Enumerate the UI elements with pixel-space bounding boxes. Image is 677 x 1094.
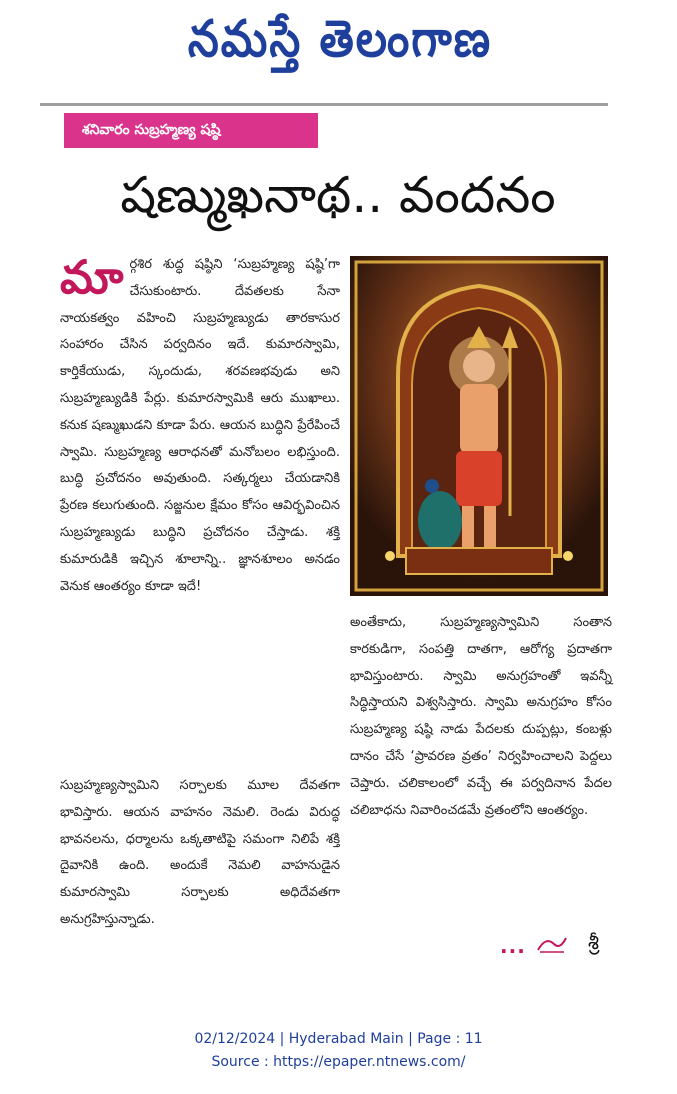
article-column-left [60,252,340,600]
pen-icon [534,932,570,954]
newspaper-masthead: నమస్తే తెలంగాణ [187,10,493,69]
deity-photo [350,256,608,596]
dropcap: మా [60,250,124,304]
subrahmanya-image [350,256,608,596]
article-headline: షణ్ముఖనాథ.. వందనం [120,166,556,224]
article-column-left-lower [60,773,340,934]
footer-source-link[interactable]: Source : https://epaper.ntnews.com/ [211,1054,466,1070]
article-paragraph-2: సుబ్రహ్మణ్యస్వామిని సర్పాలకు మూల దేవతగా భావిస్తారు. ఆయన వాహనం నెమలి. రెండు విరుద్ధ భావనలను, ధర్మాలను ఒక్కతాటిపై సమంగా నిలిపే శక్తి దైవానికి ఉంది. అందుకే నెమలి వాహనుడైన కుమారస్వామి సర్పాలకు అధిదేవతగా అనుగ్రహిస్తున్నాడు. [60,778,340,927]
masthead-divider [40,103,608,106]
footer-edition-info: 02/12/2024 | Hyderabad Main | Page : 11 [194,1031,483,1047]
article-column-right [350,610,612,824]
signature-dots: ... [500,934,526,958]
section-kicker: శనివారం సుబ్రహ్మణ్య షష్ఠి [64,113,318,148]
author-initial: శ్రీ [588,930,599,954]
article-paragraph-1: ర్గశిర శుద్ధ షష్ఠిని ‘సుబ్రహ్మణ్య షష్ఠి’గా చేసుకుంటారు. దేవతలకు సేనా నాయకత్వం వహించి సుబ్రహ్మణ్యుడు తారకాసుర సంహారం చేసిన పర్వదినం ఇదే. కుమారస్వామి, కార్తికేయుడు, స్కందుడు, శరవణభవుడు అని సుబ్రహ్మణ్యుడికి పేర్లు. కుమారస్వామికి ఆరు ముఖాలు. కనుక షణ్ముఖుడని కూడా పేరు. ఆయన బుద్ధిని ప్రేరేపించే స్వామి. సుబ్రహ్మణ్య ఆరాధనతో మనోబలం లభిస్తుంది. బుద్ధి ప్రచోదనం అవుతుంది. సత్కర్మలు చేయడానికి ప్రేరణ కలుగుతుంది. సజ్జనుల క్షేమం కోసం ఆవిర్భవించిన సుబ్రహ్మణ్యుడు బుద్ధిని ప్రచోదనం చేస్తాడు. శక్తి కుమారుడికి ఇచ్చిన శూలాన్ని.. జ్ఞానశూలం అనడం వెనుక ఆంతర్యం కూడా ఇదే! [60,257,340,594]
article-paragraph-3: అంతేకాదు, సుబ్రహ్మణ్యస్వామిని సంతాన కారకుడిగా, సంపత్తి దాతగా, ఆరోగ్య ప్రదాతగా భావిస్తుంటారు. స్వామి అనుగ్రహంతో ఇవన్నీ సిద్ధిస్తాయని విశ్వసిస్తారు. స్వామి అనుగ్రహం కోసం సుబ్రహ్మణ్య షష్ఠి నాడు పేదలకు దుప్పట్లు, కంబళ్లు దానం చేసే ‘ప్రావరణ వ్రతం’ నిర్వహించాలని పెద్దలు చెప్తారు. చలికాలంలో వచ్చే ఈ పర్వదినాన పేదల చలిబాధను నివారించడమే వ్రతంలోని ఆంతర్యం. [350,615,612,818]
author-signature [500,928,610,956]
